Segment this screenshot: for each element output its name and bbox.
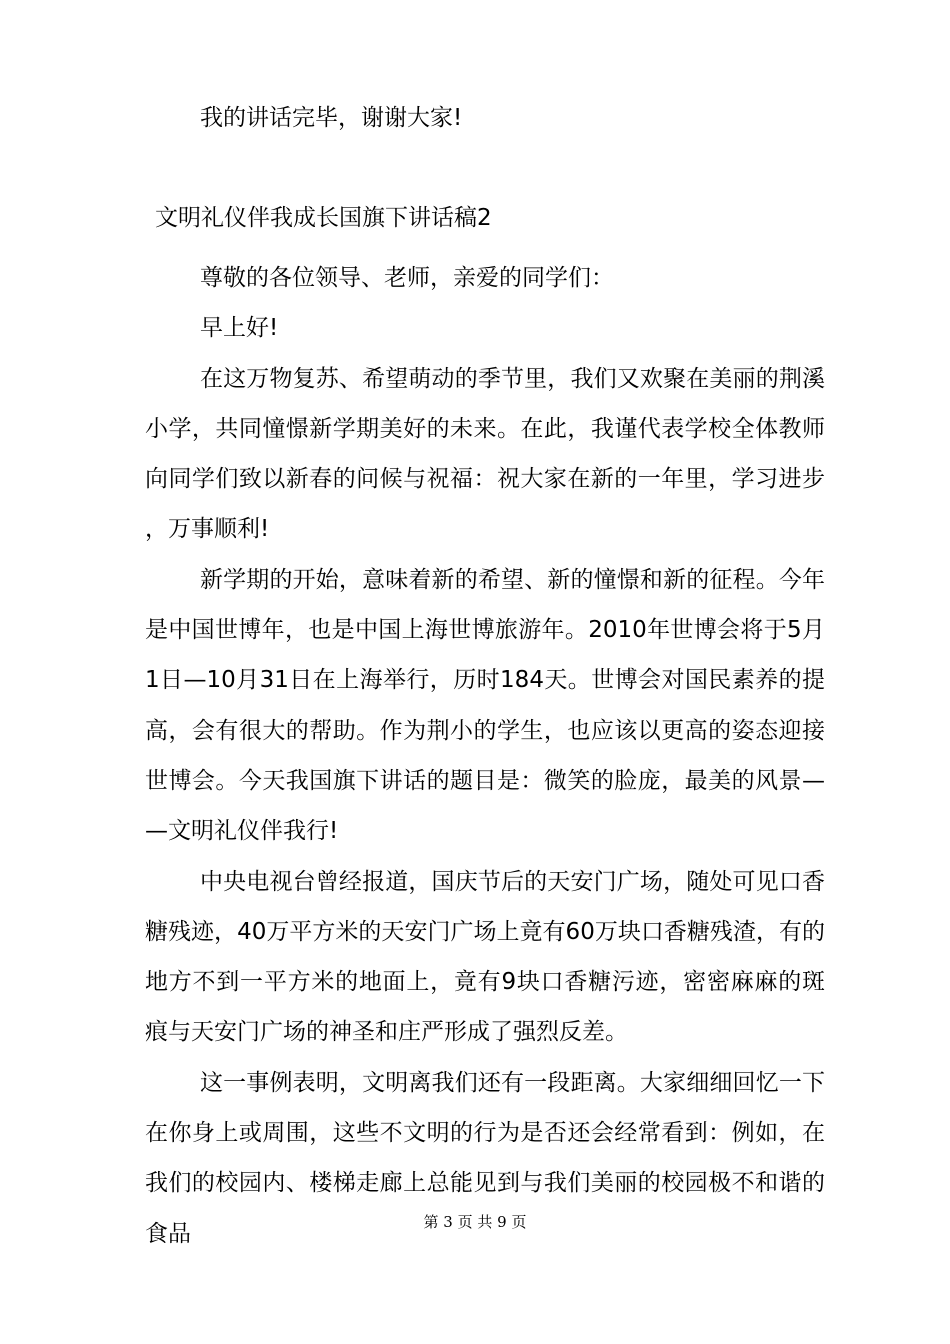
paragraph-good-morning: 早上好! [200, 315, 279, 342]
paragraph-expo-year: 新学期的开始，意味着新的希望、新的憧憬和新的征程。今年是中国世博年，也是中国上海世博旅游年。2010年世博会将于5月1日—10月31日在上海举行，历时184天。世博会对国民素养的提高，会有很大的帮助。作为荆小的学生，也应该以更高的姿态迎接世博会。今天我国旗下讲话的题目是：微笑的脸庞，最美的风景——文明礼仪伴我行! [145, 566, 825, 845]
paragraph-greeting: 尊敬的各位领导、老师，亲爱的同学们： [200, 265, 614, 291]
closing-line: 我的讲话完毕，谢谢大家! [200, 105, 463, 131]
paragraph-gum-report: 中央电视台曾经报道，国庆节后的天安门广场，随处可见口香糖残迹，40万平方米的天安门广场上竟有60万块口香糖残渣，有的地方不到一平方米的地面上，竟有9块口香糖污迹，密密麻麻的斑痕与天安门广场的神圣和庄严形成了强烈反差。 [145, 868, 825, 1046]
paragraph-new-semester-greeting: 在这万物复苏、希望萌动的季节里，我们又欢聚在美丽的荆溪小学，共同憧憬新学期美好的未来。在此，我谨代表学校全体教师向同学们致以新春的问候与祝福：祝大家在新的一年里，学习进步，万事顺利! [145, 365, 825, 543]
paragraph-example: 这一事例表明，文明离我们还有一段距离。大家细细回忆一下在你身上或周围，这些不文明的行为是否还会经常看到：例如，在我们的校园内、楼梯走廊上总能见到与我们美丽的校园极不和谐的食品 [145, 1069, 825, 1247]
page-number: 第 3 页 共 9 页 [423, 1213, 527, 1231]
speech-body [145, 253, 825, 1259]
speech-title: 文明礼仪伴我成长国旗下讲话稿2 [155, 205, 492, 231]
